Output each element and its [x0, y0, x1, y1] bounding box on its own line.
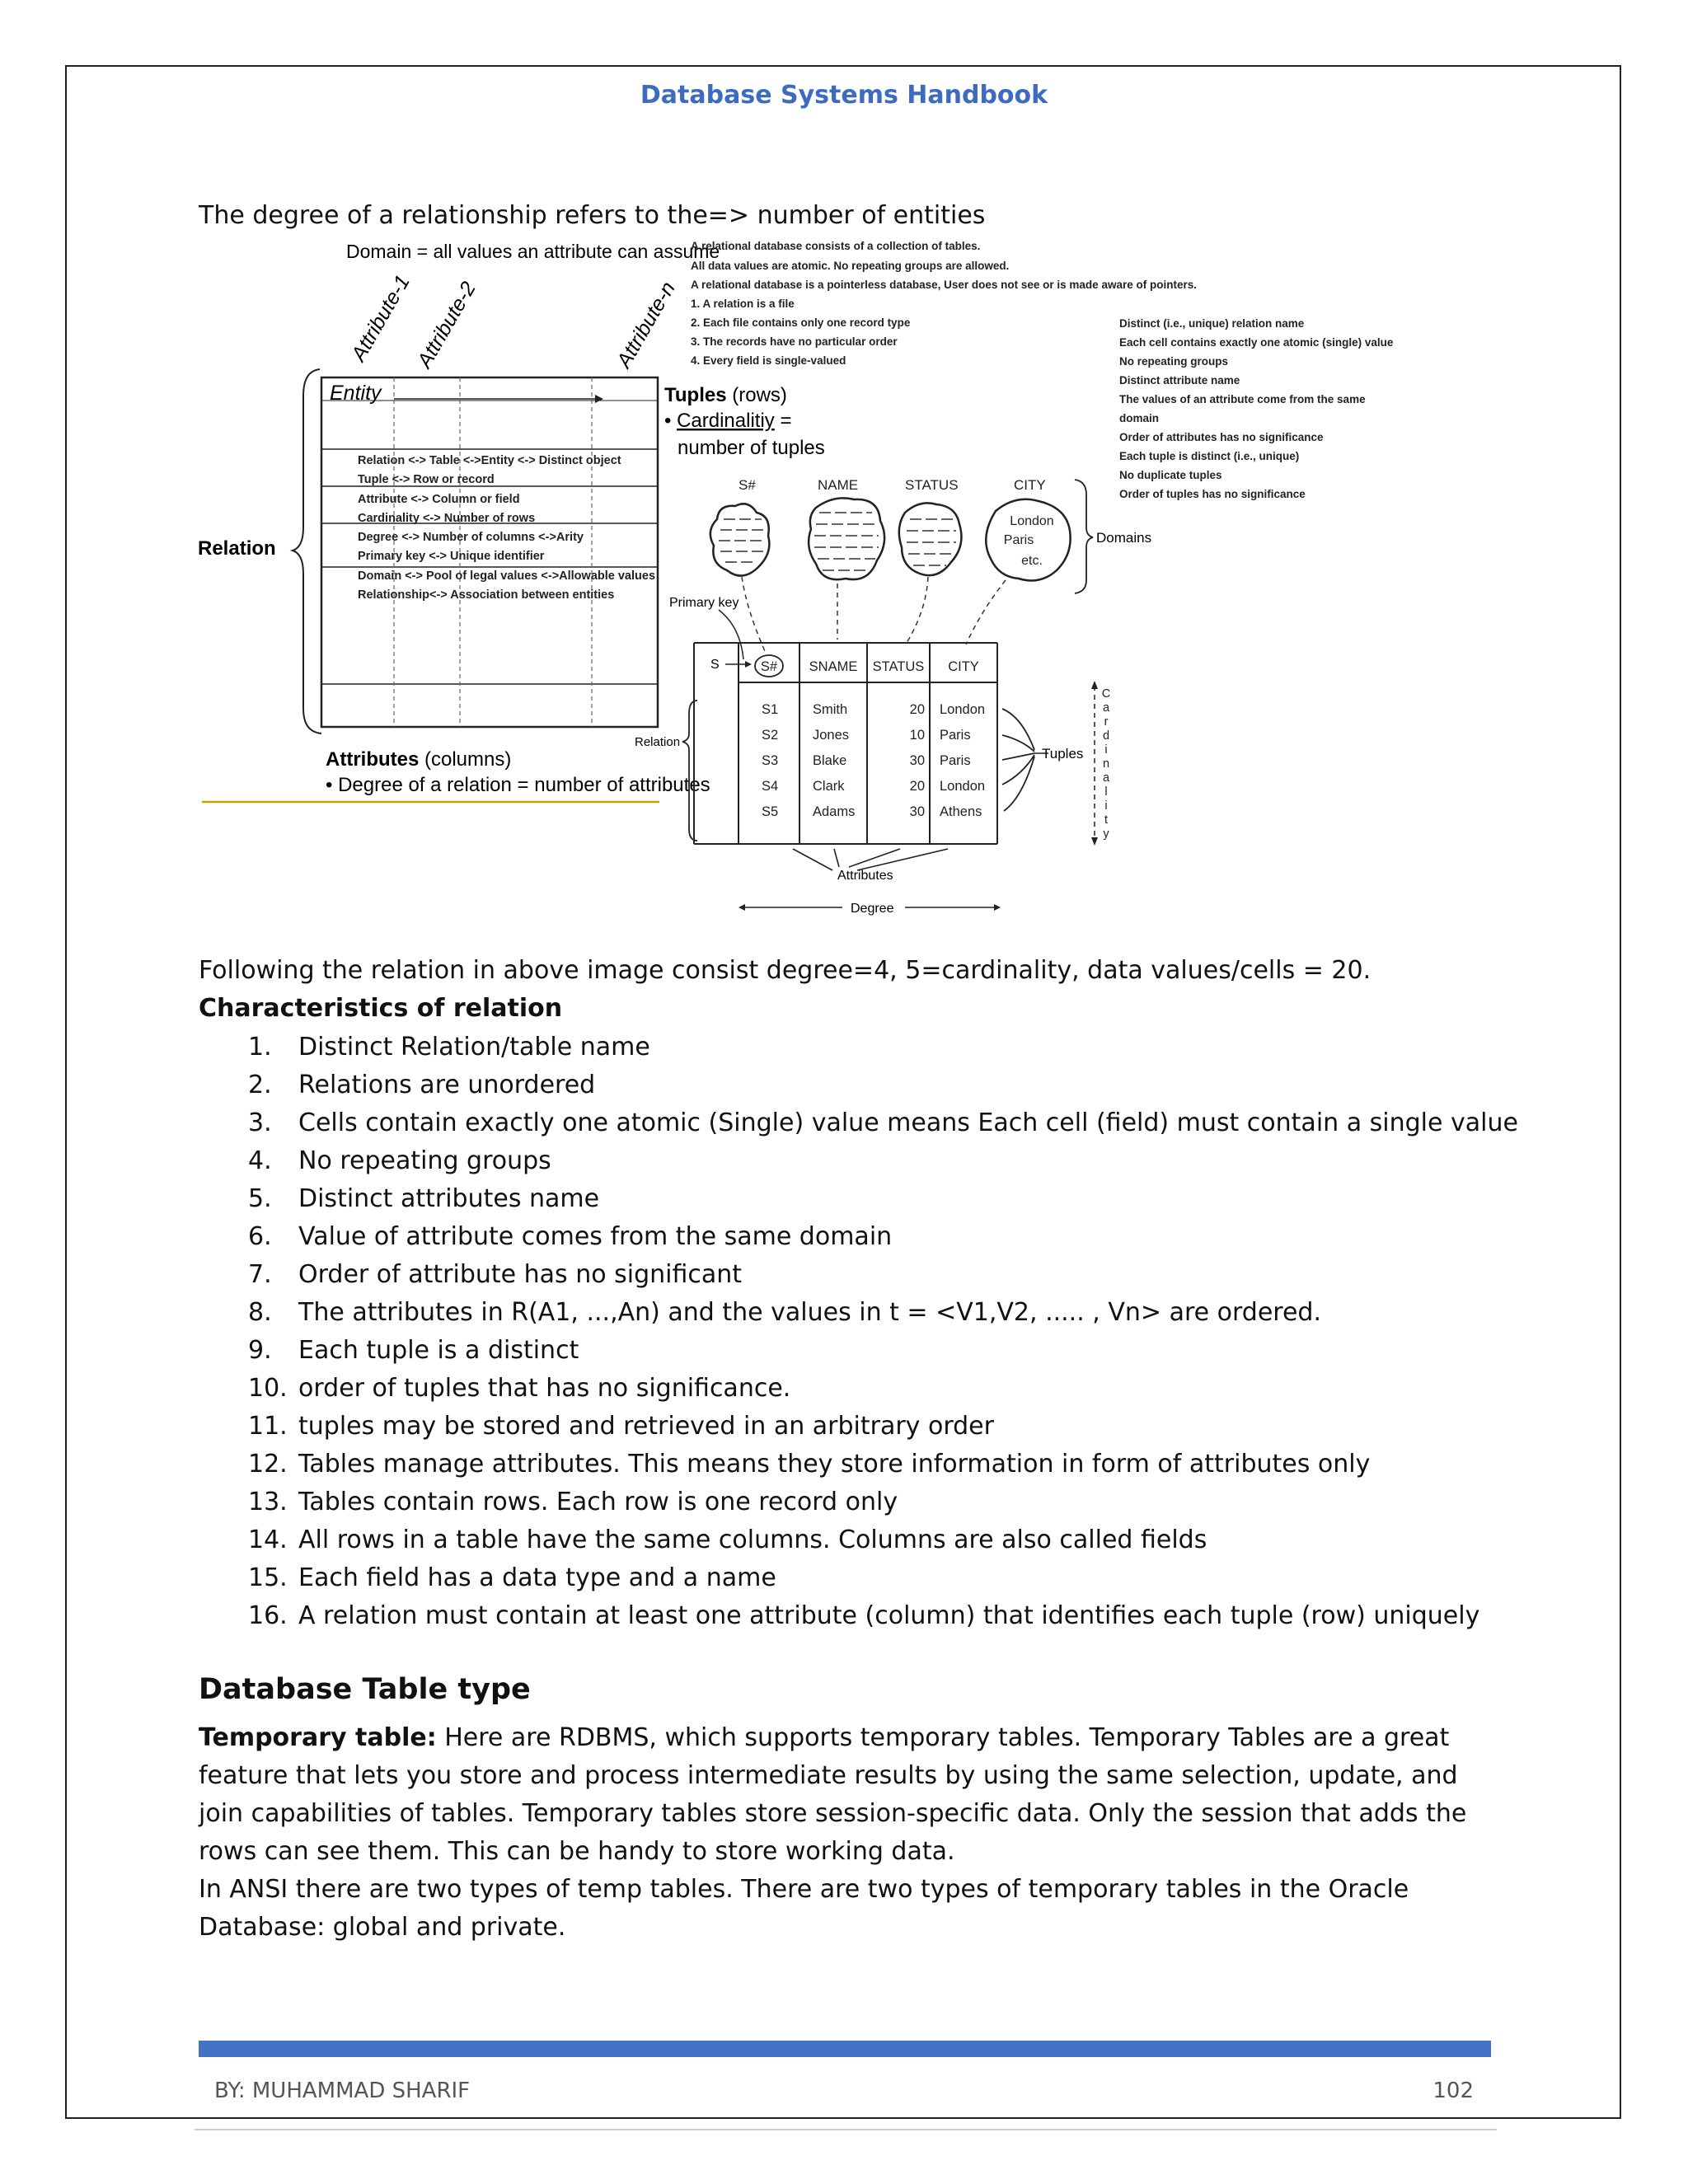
- temporary-table-label: Temporary table:: [199, 1723, 437, 1752]
- table-header: SNAME: [809, 659, 858, 674]
- table-cell: 20: [909, 702, 925, 717]
- note-right: No repeating groups: [1119, 355, 1229, 368]
- supplier-table: [635, 643, 997, 844]
- list-text: Order of attribute has no significant: [298, 1260, 743, 1289]
- equivalence-line: Degree <-> Number of columns <->Arity: [358, 531, 584, 544]
- equivalence-line: Cardinality <-> Number of rows: [358, 512, 536, 525]
- list-text: Distinct attributes name: [298, 1184, 600, 1213]
- footer-author: BY: MUHAMMAD SHARIF: [214, 2079, 471, 2103]
- list-text: Relations are unordered: [298, 1071, 596, 1099]
- entity-table: [321, 377, 658, 727]
- cardinality-letter: n: [1102, 757, 1110, 771]
- table-cell: S4: [762, 779, 779, 794]
- cardinality-letter: y: [1103, 827, 1109, 841]
- list-number: 6.: [248, 1222, 272, 1251]
- table-cell: Athens: [940, 804, 982, 819]
- table-cell: S3: [762, 753, 779, 768]
- domain-label: Domain = all values an attribute can assume: [346, 241, 720, 262]
- domain-connectors: [742, 577, 1006, 651]
- table-header: S#: [760, 659, 778, 674]
- footer-page-number: 102: [1432, 2079, 1474, 2103]
- table-cell: Adams: [813, 804, 856, 819]
- table-cell: S1: [762, 702, 779, 717]
- cardinality-letter: l: [1104, 785, 1108, 799]
- note-right: domain: [1119, 412, 1160, 424]
- degree-intro-line: The degree of a relationship refers to the=> number of entities: [199, 201, 986, 230]
- list-number: 12.: [248, 1450, 288, 1479]
- note-right: Each cell contains exactly one atomic (single) value: [1119, 336, 1394, 349]
- tuples-small-label: Tuples: [1042, 746, 1084, 762]
- note-top: 2. Each file contains only one record type: [691, 316, 911, 329]
- city-blob-value: London: [1010, 514, 1054, 528]
- list-text: No repeating groups: [298, 1146, 551, 1175]
- cardinality-letter: r: [1104, 715, 1109, 729]
- table-header: CITY: [948, 659, 979, 674]
- list-number: 8.: [248, 1298, 272, 1327]
- table-cell: Clark: [813, 779, 845, 794]
- relation-brace-small: [682, 701, 697, 841]
- list-text: tuples may be stored and retrieved in an arbitrary order: [298, 1412, 994, 1441]
- characteristics-title: Characteristics of relation: [199, 994, 563, 1023]
- tuples-suffix: (rows): [726, 384, 787, 406]
- table-cell: 20: [909, 779, 925, 794]
- tuples-note: [664, 384, 787, 406]
- list-text: Each tuple is a distinct: [298, 1336, 579, 1365]
- cardinality-label: Cardinalitiy: [677, 410, 775, 432]
- cardinality-eq: =: [774, 410, 792, 432]
- tuple-arrows: [1002, 709, 1034, 811]
- list-number: 9.: [248, 1336, 272, 1365]
- cardinality-letter: t: [1104, 813, 1109, 827]
- list-text: Value of attribute comes from the same domain: [298, 1222, 893, 1251]
- list-text: A relation must contain at least one attribute (column) that identifies each tuple (row) uniquely: [298, 1601, 1480, 1630]
- list-number: 11.: [248, 1412, 288, 1441]
- relation-label: Relation: [198, 537, 276, 560]
- attribute-n-label: Attribute-n: [612, 278, 680, 372]
- equivalence-line: Relation <-> Table <->Entity <-> Distinct object: [358, 454, 621, 467]
- degree-note: • Degree of a relation = number of attributes: [326, 774, 710, 796]
- tuples-title: Tuples: [664, 384, 727, 406]
- attribute-2-label: Attribute-2: [412, 278, 481, 372]
- table-cell: S2: [762, 728, 779, 743]
- domain-name: CITY: [1014, 477, 1046, 493]
- note-right: Order of attributes has no significance: [1119, 431, 1324, 443]
- note-top: 4. Every field is single-valued: [691, 354, 846, 367]
- list-text: Tables manage attributes. This means they store information in form of attributes only: [298, 1450, 1371, 1479]
- note-right: Distinct attribute name: [1119, 374, 1240, 387]
- table-cell: 30: [909, 804, 925, 819]
- list-number: 10.: [248, 1374, 288, 1403]
- table-cell: Jones: [813, 728, 850, 743]
- table-cell: London: [940, 779, 986, 794]
- list-number: 3.: [248, 1108, 272, 1137]
- table-type-heading: Database Table type: [199, 1673, 531, 1706]
- domains-label: Domains: [1096, 530, 1152, 546]
- list-text: Cells contain exactly one atomic (Single) value means Each cell (field) must contain a single value: [298, 1108, 1518, 1137]
- relation-brace: [293, 369, 321, 733]
- note-right: Order of tuples has no significance: [1119, 488, 1306, 500]
- equivalence-line: Primary key <-> Unique identifier: [358, 550, 545, 563]
- after-figure-text: Following the relation in above image consist degree=4, 5=cardinality, data values/cells = 20.: [199, 956, 1372, 985]
- tuples-number: number of tuples: [678, 437, 825, 459]
- table-cell: London: [940, 702, 986, 717]
- attributes-arrows: [793, 849, 948, 870]
- list-text: The attributes in R(A1, ...,An) and the values in t = <V1,V2, ..... , Vn> are ordered.: [298, 1298, 1321, 1327]
- attributes-small-label: Attributes: [837, 869, 893, 883]
- attribute-1-label: Attribute-1: [346, 271, 415, 365]
- notes-right: [1119, 317, 1394, 500]
- attributes-suffix: (columns): [419, 748, 512, 771]
- attributes-title: Attributes: [326, 748, 420, 771]
- list-number: 4.: [248, 1146, 272, 1175]
- note-top: A relational database is a pointerless database, User does not see or is made aware of pointers.: [691, 279, 1197, 291]
- equivalence-line: Tuple <-> Row or record: [358, 473, 495, 486]
- note-top: All data values are atomic. No repeating groups are allowed.: [691, 260, 1010, 272]
- domain-blob-s: [710, 504, 770, 575]
- table-cell: Paris: [940, 753, 971, 768]
- table-header: STATUS: [872, 659, 925, 674]
- equivalence-line: Attribute <-> Column or field: [358, 493, 520, 506]
- note-top: A relational database consists of a collection of tables.: [691, 240, 981, 252]
- list-text: All rows in a table have the same columns. Columns are also called fields: [298, 1526, 1207, 1554]
- domain-name: STATUS: [905, 477, 959, 493]
- note-right: The values of an attribute come from the same: [1119, 393, 1366, 405]
- primary-key-label: Primary key: [669, 596, 739, 610]
- list-number: 7.: [248, 1260, 272, 1289]
- temporary-table-paragraph: [199, 1719, 1501, 1871]
- ansi-paragraph: In ANSI there are two types of temp tables. There are two types of temporary tables in the Oracle Database: global and private.: [199, 1875, 1409, 1942]
- list-text: Distinct Relation/table name: [298, 1033, 650, 1062]
- temporary-table-text: Here are RDBMS, which supports temporary tables. Temporary Tables are a great feature that lets you store and process intermediate results by using the same selection, update, and join capabilities of tables. Temporary tables store session-specific data. Only the session that adds the rows can see them. This can be handy to store working data.: [199, 1723, 1467, 1866]
- note-top: 1. A relation is a file: [691, 298, 795, 310]
- city-blob-value: etc.: [1021, 554, 1043, 568]
- equivalence-line: Relationship<-> Association between entities: [358, 588, 615, 602]
- footer-rule: [195, 2129, 1497, 2130]
- note-right: No duplicate tuples: [1119, 469, 1222, 481]
- list-text: order of tuples that has no significance.: [298, 1374, 791, 1403]
- s-label: S: [710, 658, 720, 672]
- list-number: 1.: [248, 1033, 272, 1062]
- table-cell: Paris: [940, 728, 971, 743]
- domain-blob-hatching: [719, 513, 956, 570]
- list-number: 16.: [248, 1601, 288, 1630]
- list-number: 2.: [248, 1071, 272, 1099]
- list-text: Tables contain rows. Each row is one record only: [298, 1488, 898, 1516]
- attributes-note: [326, 748, 511, 771]
- cardinality-letter: a: [1102, 701, 1110, 715]
- entity-label: Entity: [330, 382, 382, 405]
- note-top: 3. The records have no particular order: [691, 335, 898, 348]
- table-cell: Smith: [813, 702, 848, 717]
- table-cell: Blake: [813, 753, 847, 768]
- primary-key-arrow: [719, 610, 743, 659]
- page-header-title: Database Systems Handbook: [640, 81, 1048, 110]
- cardinality-letter: a: [1102, 771, 1110, 785]
- list-number: 5.: [248, 1184, 272, 1213]
- cardinality-letter: i: [1104, 799, 1108, 813]
- relation-small-label: Relation: [635, 735, 681, 749]
- domain-name: S#: [738, 477, 756, 493]
- relation-diagram: [0, 0, 1688, 923]
- list-number: 14.: [248, 1526, 288, 1554]
- equivalence-line: Domain <-> Pool of legal values <->Allowable values: [358, 569, 656, 583]
- note-right: Each tuple is distinct (i.e., unique): [1119, 450, 1300, 462]
- list-number: 15.: [248, 1563, 288, 1592]
- footer-bar: [199, 2041, 1491, 2057]
- degree-small-label: Degree: [851, 902, 894, 916]
- cardinality-letter: d: [1102, 729, 1110, 743]
- table-cell: S5: [762, 804, 779, 819]
- table-cell: 10: [909, 728, 925, 743]
- city-blob-value: Paris: [1003, 533, 1034, 547]
- list-text: Each field has a data type and a name: [298, 1563, 776, 1592]
- domain-blob-status: [899, 503, 962, 575]
- domains-brace: [1075, 480, 1093, 593]
- cardinality-vertical-label: [1102, 687, 1110, 841]
- cardinality-letter: i: [1104, 743, 1108, 757]
- cardinality-note: • Cardinalitiy =: [664, 410, 792, 432]
- note-right: Distinct (i.e., unique) relation name: [1119, 317, 1305, 330]
- cardinality-letter: C: [1101, 687, 1111, 701]
- table-cell: 30: [909, 753, 925, 768]
- domain-blob-name: [809, 498, 884, 579]
- list-number: 13.: [248, 1488, 288, 1516]
- domain-name: NAME: [818, 477, 859, 493]
